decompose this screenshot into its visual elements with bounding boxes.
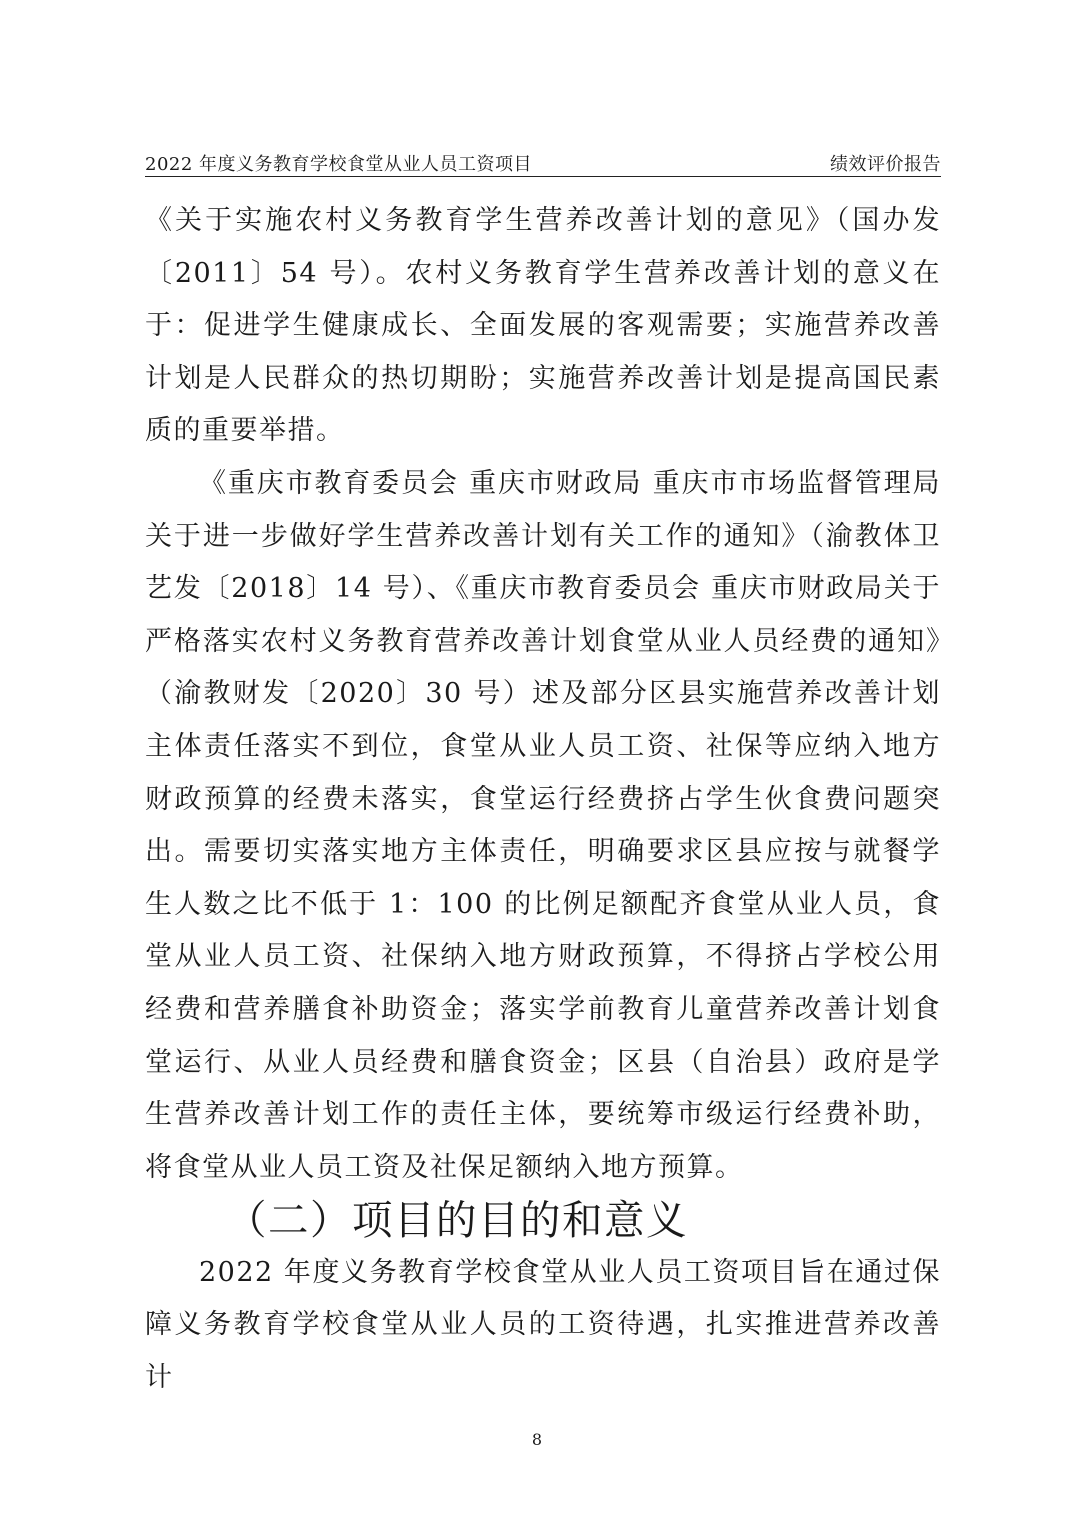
page-number: 8 <box>531 1430 543 1449</box>
paragraph-chongqing-notices: 《重庆市教育委员会 重庆市财政局 重庆市市场监督管理局 关于进一步做好学生营养改善计划有关工作的通知》（渝教体卫艺发〔2018〕14 号）、《重庆市教育委员会 重庆市财政局关于严格落实农村义务教育营养改善计划食堂从业人员经费的通知》（渝教财发〔2020〕30 号）述及部分区县实施营养改善计划主体责任落实不到位，食堂从业人员工资、社保等应纳入地方财政预算的经费未落实，食堂运行经费挤占学生伙食费问题突出。需要切实落实地方主体责任，明确要求区县应按与就餐学生人数之比不低于 1：100 的比例足额配齐食堂从业人员，食堂从业人员工资、社保纳入地方财政预算，不得挤占学校公用经费和营养膳食补助资金；落实学前教育儿童营养改善计划食堂运行、从业人员经费和膳食资金；区县（自治县）政府是学生营养改善计划工作的责任主体，要统筹市级运行经费补助，将食堂从业人员工资及社保足额纳入地方预算。 <box>145 467 941 1183</box>
page-header <box>145 146 941 176</box>
document-body <box>145 195 941 1405</box>
header-report-label: 绩效评价报告 <box>830 154 941 175</box>
paragraph-policy-reference: 《关于实施农村义务教育学生营养改善计划的意见》（国办发〔2011〕54 号）。农村义务教育学生营养改善计划的意义在于：促进学生健康成长、全面发展的客观需要；实施营养改善计划是人民群众的热切期盼；实施营养改善计划是提高国民素质的重要举措。 <box>145 205 941 447</box>
header-title: 2022 年度义务教育学校食堂从业人员工资项目 <box>145 154 533 175</box>
paragraph-project-purpose: 2022 年度义务教育学校食堂从业人员工资项目旨在通过保障义务教育学校食堂从业人员的工资待遇，扎实推进营养改善计 <box>145 1256 941 1394</box>
section-heading-purpose: （二）项目的目的和意义 <box>226 1196 688 1245</box>
header-divider <box>145 176 941 177</box>
